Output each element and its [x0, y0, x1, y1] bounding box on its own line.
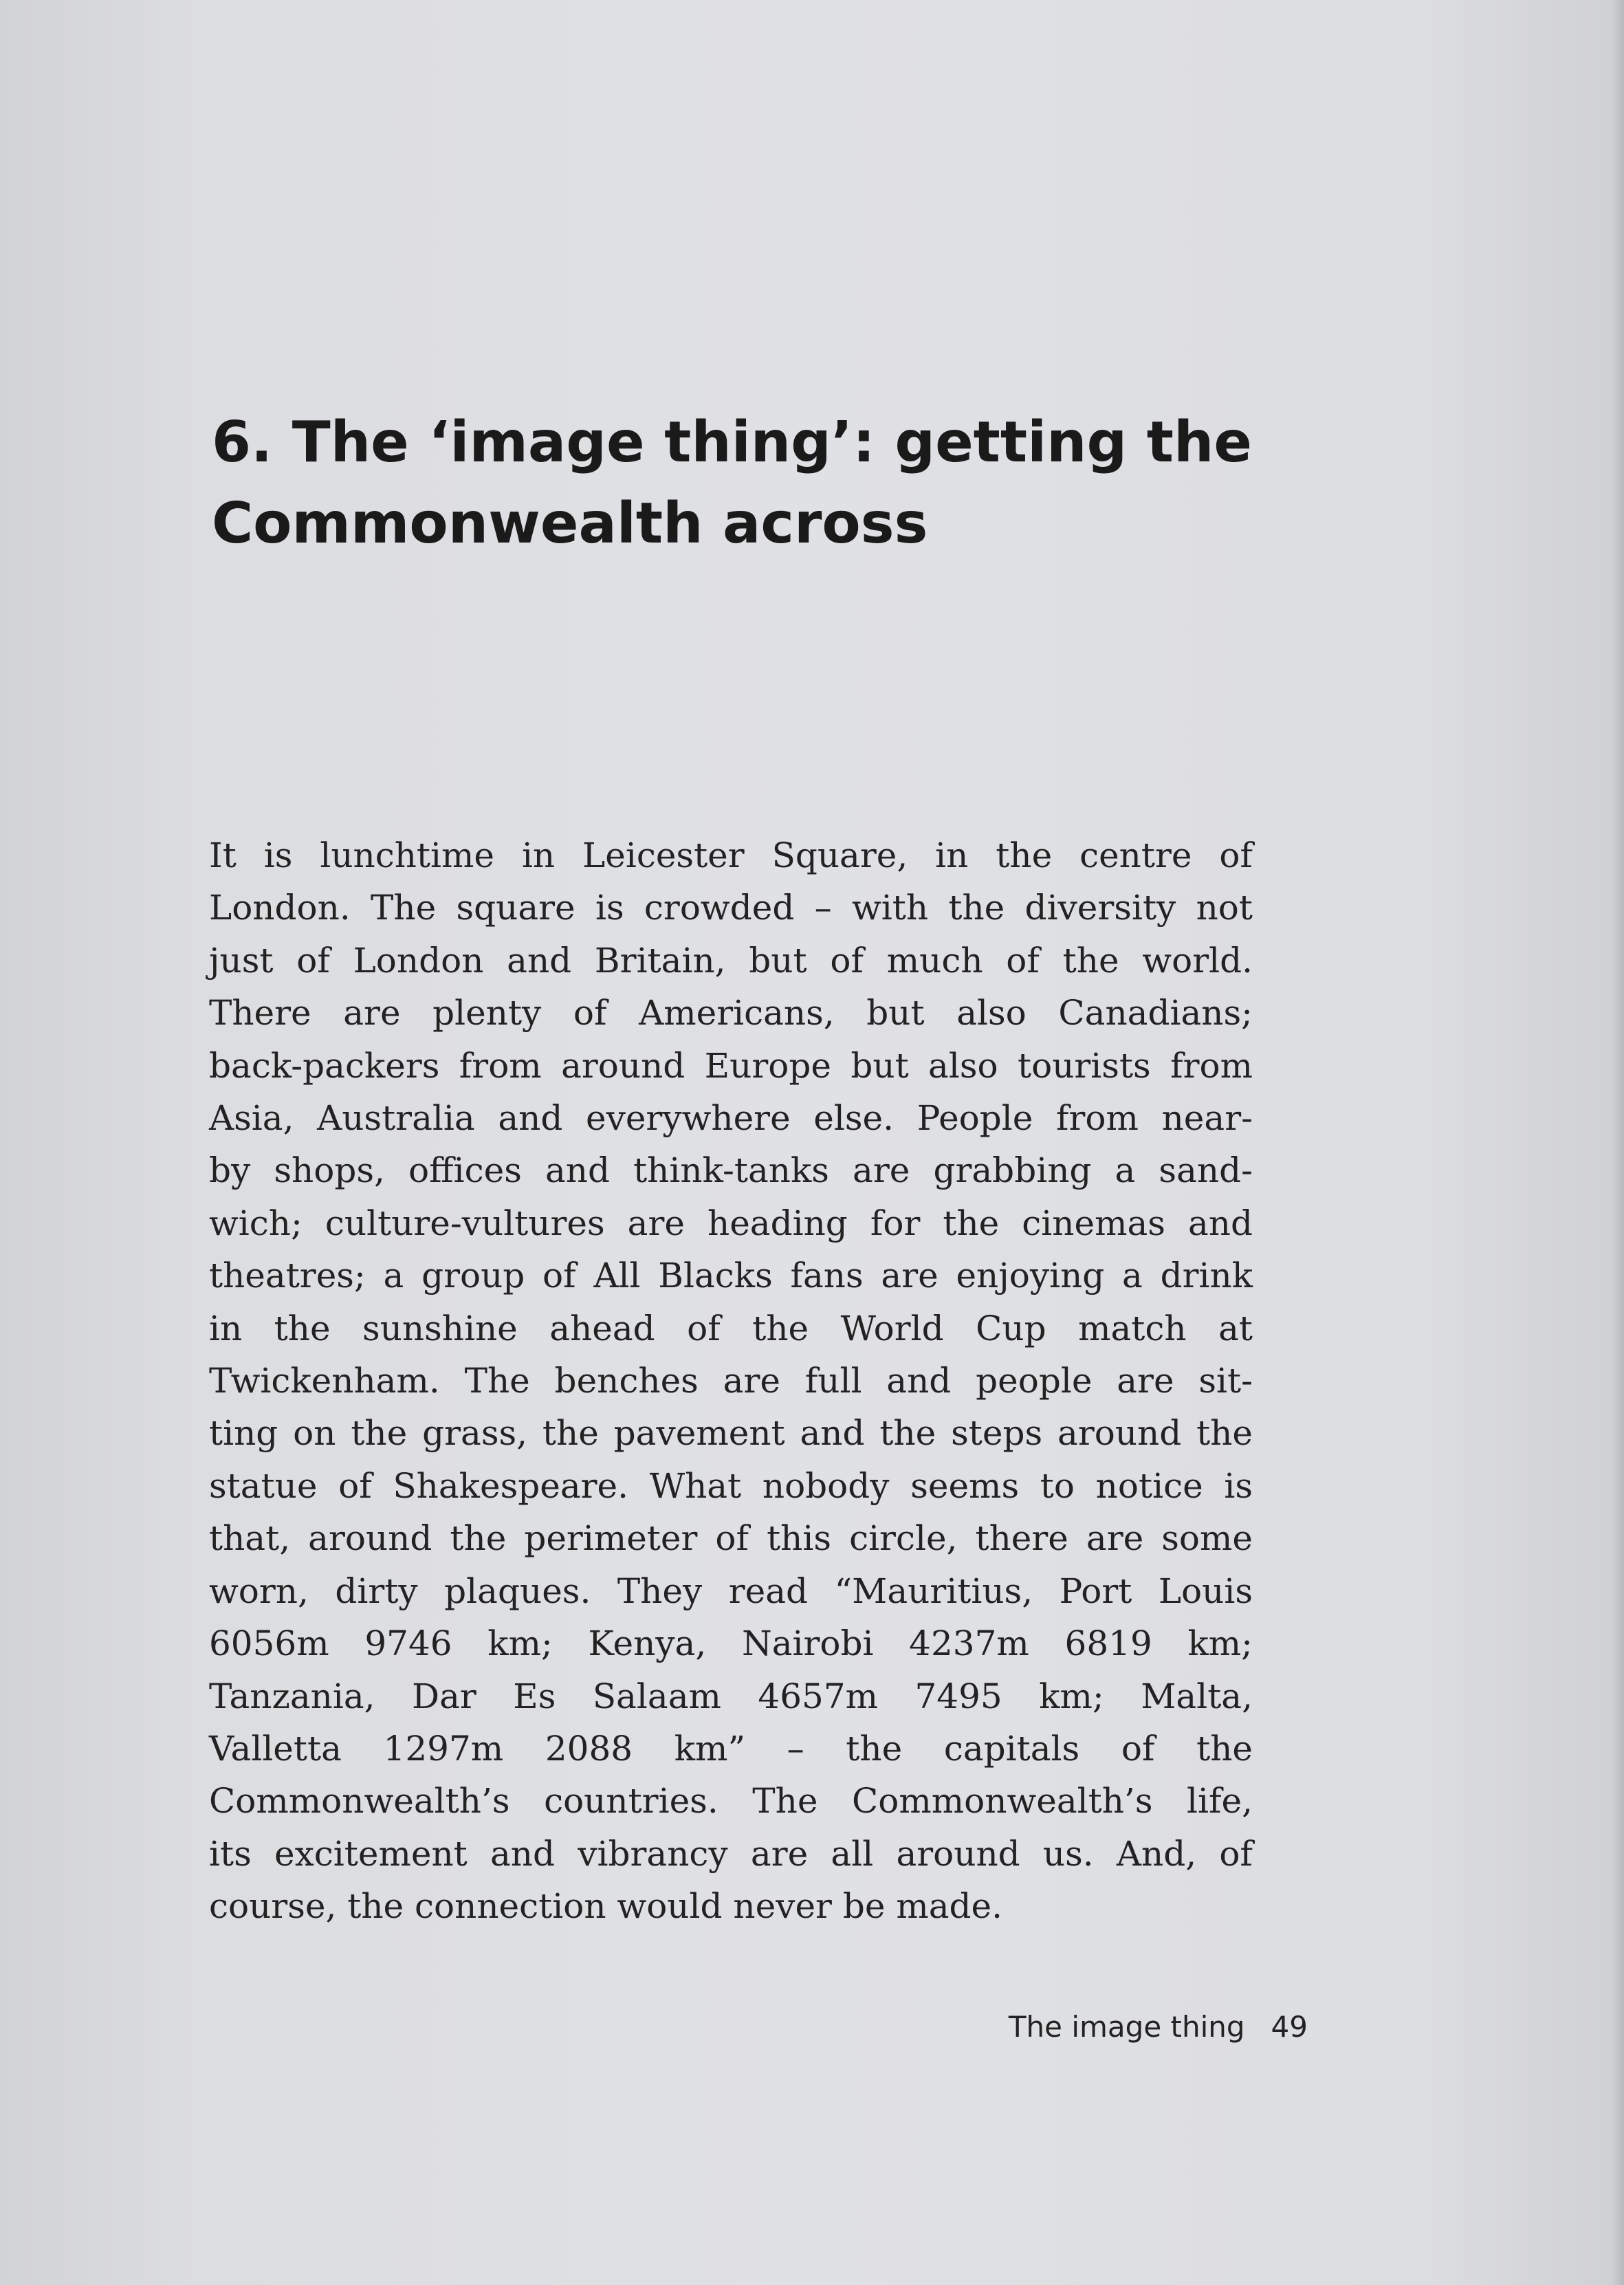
text-line: worn, dirty plaques. They read “Mauritius, Port Louis: [209, 1571, 1253, 1611]
chapter-title-line: 6. The ‘image thing’: getting the: [212, 410, 1252, 475]
text-line: There are plenty of Americans, but also Canadians;: [209, 993, 1253, 1034]
text-line: 6056m 9746 km; Kenya, Nairobi 4237m 6819 km;: [209, 1623, 1253, 1664]
text-line: statue of Shakespeare. What nobody seems to notice is: [209, 1465, 1253, 1506]
text-line: back-packers from around Europe but also tourists from: [209, 1045, 1253, 1086]
page-number: 49: [1271, 2010, 1308, 2044]
text-line: in the sunshine ahead of the World Cup match at: [209, 1308, 1253, 1348]
running-head: The image thing: [1008, 2010, 1245, 2044]
text-line: by shops, offices and think-tanks are grabbing a sand-: [209, 1150, 1253, 1191]
text-line: Valletta 1297m 2088 km” – the capitals of the: [209, 1728, 1253, 1769]
text-line: just of London and Britain, but of much of the world.: [209, 940, 1253, 981]
text-line: course, the connection would never be made.: [209, 1886, 1003, 1927]
page-footer: [1009, 2007, 1308, 2048]
text-line: Twickenham. The benches are full and people are sit-: [209, 1361, 1253, 1401]
text-line: that, around the perimeter of this circle, there are some: [209, 1518, 1253, 1559]
text-line: Commonwealth’s countries. The Commonwealth’s life,: [209, 1781, 1253, 1822]
text-line: its excitement and vibrancy are all around us. And, of: [209, 1833, 1253, 1874]
page-edge: [1612, 0, 1624, 2285]
text-line: theatres; a group of All Blacks fans are enjoying a drink: [209, 1256, 1253, 1296]
text-line: Tanzania, Dar Es Salaam 4657m 7495 km; Malta,: [209, 1676, 1253, 1716]
text-line: ting on the grass, the pavement and the steps around the: [209, 1413, 1253, 1454]
text-line: Asia, Australia and everywhere else. People from near-: [209, 1098, 1253, 1139]
chapter-title: [212, 402, 1257, 565]
text-line: wich; culture-vultures are heading for the cinemas and: [209, 1203, 1253, 1243]
text-line: London. The square is crowded – with the diversity not: [209, 888, 1253, 928]
text-line: It is lunchtime in Leicester Square, in the centre of: [209, 835, 1253, 875]
chapter-title-line: Commonwealth across: [212, 491, 928, 556]
body-paragraph: [209, 829, 1253, 1933]
